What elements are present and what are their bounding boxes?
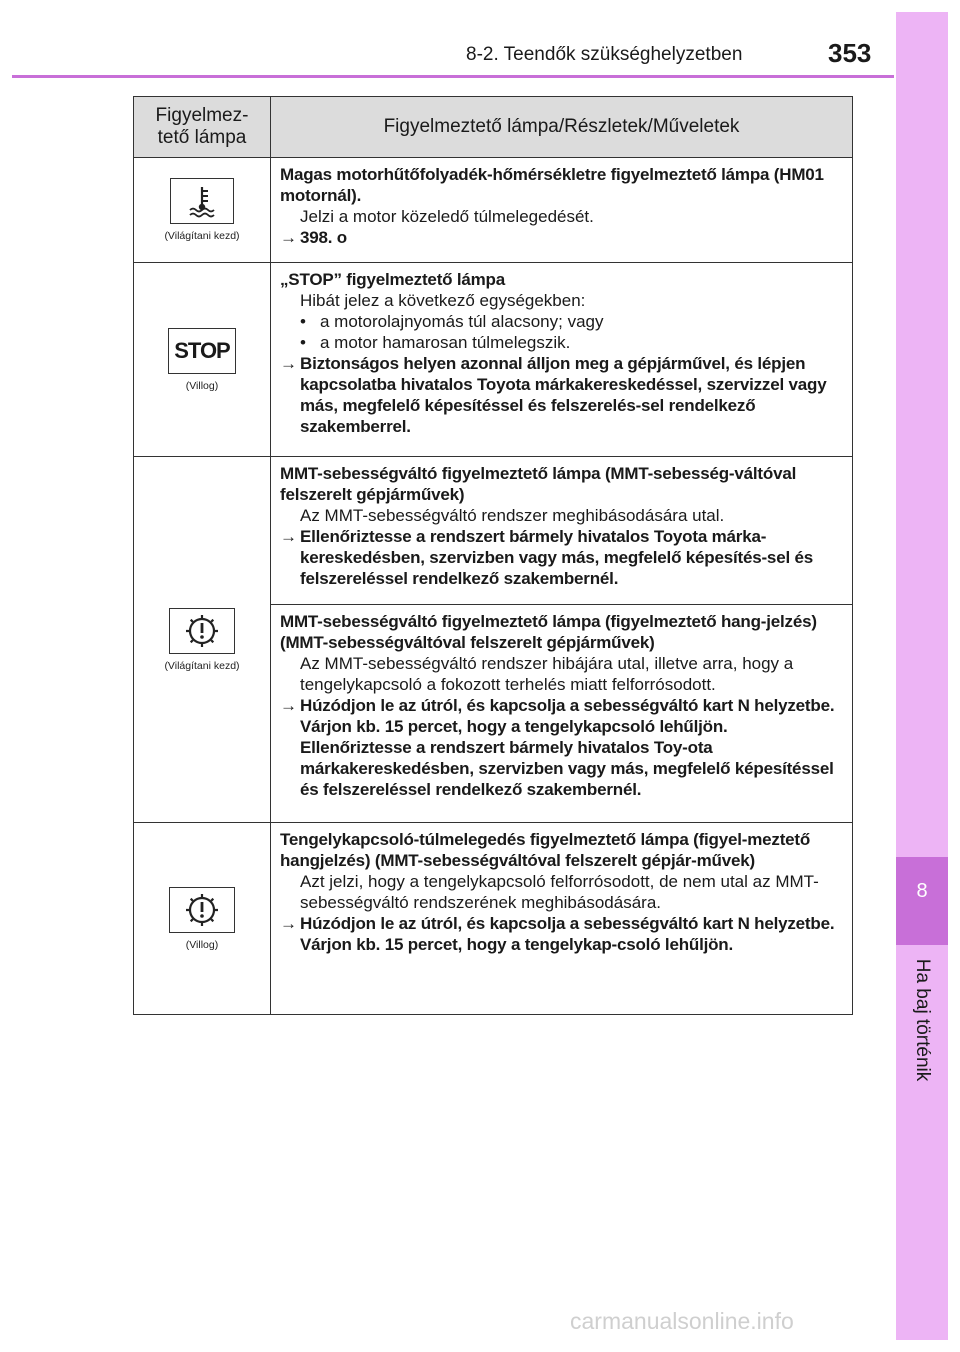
lamp-cell: [134, 823, 271, 1015]
list-item: [280, 311, 843, 332]
details-cell: [271, 263, 853, 457]
chapter-tab: [896, 12, 948, 1340]
lamp-title: Tengelykapcsoló-túlmelegedés figyelmeztető lámpa (figyel-meztető hangjelzés) (MMT-sebességváltóval felszerelt gépjár-művek): [280, 830, 811, 870]
table-row: [134, 823, 853, 1015]
header-details: Figyelmeztető lámpa/Részletek/Műveletek: [271, 97, 853, 158]
action-text: Húzódjon le az útról, és kapcsolja a sebességváltó kart N helyzetbe. Várjon kb. 15 percet, hogy a tengelykapcsoló lehűljön. Ellenőriztesse a rendszert bármely hivatalos Toy-ota márkakereskedésben, szervizben vagy más, megfelelő képesítéssel és felszereléssel rendelkező szakembernél.: [300, 696, 835, 799]
list-item-text: a motor hamarosan túlmelegszik.: [320, 333, 571, 352]
stop-icon-label: STOP: [174, 337, 230, 363]
lamp-title: „STOP” figyelmeztető lámpa: [280, 270, 505, 289]
section-title: 8-2. Teendők szükséghelyzetben: [466, 44, 743, 65]
lamp-caption: (Villog): [185, 938, 219, 951]
bullet-icon: •: [300, 333, 306, 352]
lamp-title: Magas motorhűtőfolyadék-hőmérsékletre figyelmeztető lámpa (HM01 motornál).: [280, 165, 824, 205]
details-cell: [271, 158, 853, 263]
action-line: [280, 695, 843, 800]
arrow-icon: →: [280, 354, 297, 373]
transmission-warning-icon: [169, 608, 235, 654]
page-number: 353: [828, 38, 872, 68]
lamp-description: Azt jelzi, hogy a tengelykapcsoló felforrósodott, de nem utal az MMT-sebességváltó rendszerének meghibásodására.: [300, 872, 819, 912]
lamp-title: MMT-sebességváltó figyelmeztető lámpa (figyelmeztető hang-jelzés) (MMT-sebességváltóval felszerelt gépjárművek): [280, 612, 817, 652]
chapter-number: 8: [916, 880, 928, 902]
coolant-temperature-icon: [170, 178, 234, 224]
action-line: [280, 913, 843, 955]
warning-lamp-table: [133, 96, 853, 1015]
action-text: Biztonságos helyen azonnal álljon meg a gépjárművel, és lépjen kapcsolatba hivatalos Toyota márkakereskedéssel, szervizzel vagy más, megfelelő képesítéssel és felszerelés-sel rendelkező szakemberrel.: [300, 354, 827, 436]
header-lamp: Figyelmez- tető lámpa: [134, 97, 271, 158]
details-cell: [271, 605, 853, 823]
watermark: carmanualsonline.info: [570, 1308, 794, 1334]
lamp-cell: [134, 158, 271, 263]
page-reference[interactable]: 398. o: [300, 228, 347, 247]
action-line: [280, 227, 843, 248]
lamp-caption: (Villog): [185, 379, 219, 392]
list-item: [280, 332, 843, 353]
action-line: [280, 353, 843, 437]
lamp-cell: [134, 263, 271, 457]
chapter-label: Ha baj történik: [912, 958, 933, 1082]
lamp-caption: (Világítani kezd): [164, 659, 240, 672]
lamp-description: Hibát jelez a következő egységekben:: [300, 291, 586, 310]
lamp-title: MMT-sebességváltó figyelmeztető lámpa (MMT-sebesség-váltóval felszerelt gépjárművek): [280, 464, 797, 504]
table-row: [134, 457, 853, 605]
action-line: [280, 526, 843, 589]
stop-icon: [168, 328, 236, 374]
details-cell: [271, 457, 853, 605]
table-header-row: [134, 97, 853, 158]
header-divider: [12, 75, 894, 78]
arrow-icon: →: [280, 228, 297, 247]
action-text: Húzódjon le az útról, és kapcsolja a sebességváltó kart N helyzetbe. Várjon kb. 15 percet, hogy a tengelykap-csoló lehűljön.: [300, 914, 835, 954]
arrow-icon: →: [280, 696, 297, 715]
lamp-description: Az MMT-sebességváltó rendszer hibájára utal, illetve arra, hogy a tengelykapcsoló a fokozott terhelés miatt felforrósodott.: [300, 654, 794, 694]
arrow-icon: →: [280, 527, 297, 546]
details-cell: [271, 823, 853, 1015]
list-item-text: a motorolajnyomás túl alacsony; vagy: [320, 312, 604, 331]
lamp-description: Az MMT-sebességváltó rendszer meghibásodására utal.: [300, 506, 725, 525]
lamp-cell: [134, 457, 271, 823]
action-text: Ellenőriztesse a rendszert bármely hivatalos Toyota márka-kereskedésben, szervizben vagy más, megfelelő képesítés-sel és felszereléssel rendelkező szakembernél.: [300, 527, 813, 588]
arrow-icon: →: [280, 914, 297, 933]
bullet-icon: •: [300, 312, 306, 331]
lamp-caption: (Világítani kezd): [164, 230, 240, 242]
table-row: [134, 158, 853, 263]
lamp-description: Jelzi a motor közeledő túlmelegedését.: [300, 207, 594, 226]
table-row: [134, 263, 853, 457]
clutch-overheat-icon: [169, 887, 235, 933]
